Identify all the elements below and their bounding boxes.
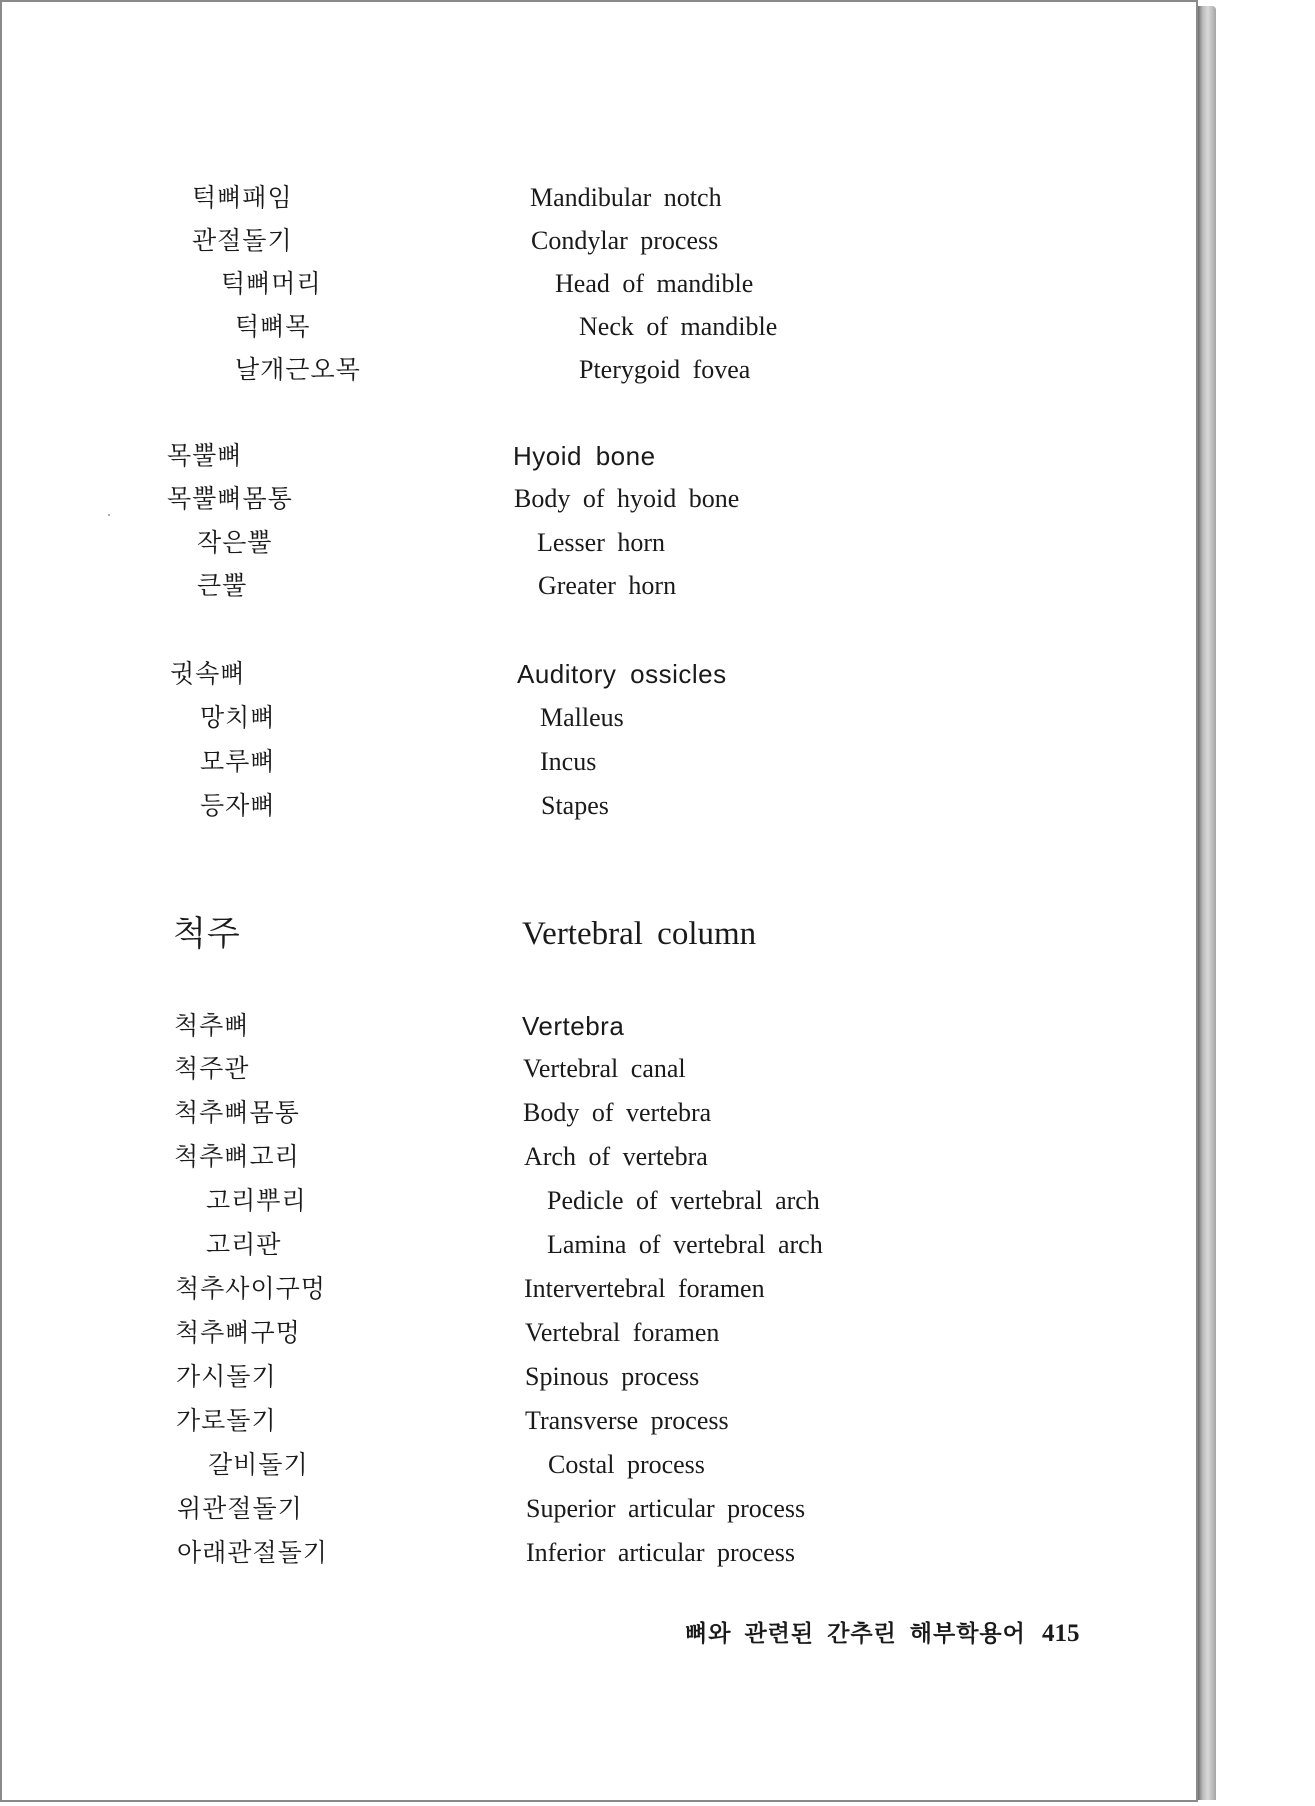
running-footer-title: 뼈와 관련된 간추린 해부학용어 [685,1621,1026,1647]
term-row [2,434,1200,478]
english-term: Lesser horn [537,528,666,557]
term-row [2,1443,1200,1487]
english-term: Body of vertebra [523,1098,712,1127]
english-term: Malleus [540,703,624,732]
term-row [2,1047,1200,1091]
english-term: Mandibular notch [530,183,722,212]
section-heading-korean: 척주 [173,914,241,954]
korean-term: 작은뿔 [197,528,273,557]
english-term: Hyoid bone [513,441,656,471]
english-term: Arch of vertebra [524,1142,708,1171]
english-term: Vertebral canal [523,1054,686,1083]
term-row [2,696,1200,740]
section-heading-row [2,912,1200,956]
english-term: Lamina of vertebral arch [547,1230,823,1259]
term-row [2,784,1200,828]
english-term: Incus [540,747,597,776]
korean-term: 귓속뼈 [170,659,246,688]
korean-term: 고리판 [206,1230,282,1259]
term-row [2,652,1200,696]
page-number: 415 [1042,1620,1080,1647]
korean-term: 척추뼈 [174,1011,250,1040]
english-term: Auditory ossicles [517,659,727,689]
term-row [2,1487,1200,1531]
term-row [2,1267,1200,1311]
term-row [2,564,1200,608]
korean-term: 모루뼈 [200,747,276,776]
page-edge-shadow [1198,6,1216,1800]
english-term: Superior articular process [526,1494,806,1523]
english-term: Pedicle of vertebral arch [547,1186,820,1215]
english-term: Inferior articular process [526,1538,795,1567]
korean-term: 망치뼈 [200,703,276,732]
english-term: Head of mandible [555,269,754,298]
term-row [2,521,1200,565]
english-term: Transverse process [525,1406,729,1435]
english-term: Greater horn [538,571,677,600]
korean-term: 갈비돌기 [208,1450,309,1479]
korean-term: 아래관절돌기 [177,1538,328,1567]
term-row [2,1135,1200,1179]
korean-term: 턱뼈머리 [221,269,322,298]
term-row [2,348,1200,392]
term-row [2,1179,1200,1223]
korean-term: 척주관 [174,1054,250,1083]
korean-term: 척추뼈몸통 [174,1098,300,1127]
page-footer [2,1614,1200,1654]
korean-term: 날개근오목 [235,355,361,384]
korean-term: 가시돌기 [176,1362,277,1391]
korean-term: 목뿔뼈 [167,441,243,470]
english-term: Vertebra [522,1011,625,1041]
english-term: Costal process [548,1450,705,1479]
term-row [2,1531,1200,1575]
english-term: Condylar process [531,226,719,255]
english-term: Neck of mandible [579,312,778,341]
korean-term: 턱뼈패임 [192,183,293,212]
english-term: Vertebral foramen [525,1318,720,1347]
korean-term: 척추사이구멍 [175,1274,326,1303]
korean-term: 위관절돌기 [177,1494,303,1523]
korean-term: 턱뼈목 [235,312,311,341]
english-term: Pterygoid fovea [579,355,751,384]
korean-term: 등자뼈 [200,791,276,820]
korean-term: 가로돌기 [176,1406,277,1435]
korean-term: 척추뼈구멍 [175,1318,301,1347]
term-row [2,176,1200,220]
term-row [2,262,1200,306]
term-row [2,1004,1200,1048]
scan-speck [108,514,110,516]
term-row [2,1355,1200,1399]
english-term: Stapes [541,791,609,820]
korean-term: 고리뿌리 [206,1186,307,1215]
term-row [2,1311,1200,1355]
english-term: Intervertebral foramen [524,1274,765,1303]
korean-term: 관절돌기 [192,226,293,255]
term-row [2,740,1200,784]
term-row [2,1223,1200,1267]
korean-term: 척추뼈고리 [174,1142,300,1171]
term-row [2,1399,1200,1443]
korean-term: 목뿔뼈몸통 [167,484,293,513]
english-term: Body of hyoid bone [514,484,740,513]
section-heading-english: Vertebral column [522,916,757,952]
english-term: Spinous process [525,1362,700,1391]
term-row [2,477,1200,521]
term-row [2,219,1200,263]
term-row [2,305,1200,349]
korean-term: 큰뿔 [197,571,248,600]
term-row [2,1091,1200,1135]
